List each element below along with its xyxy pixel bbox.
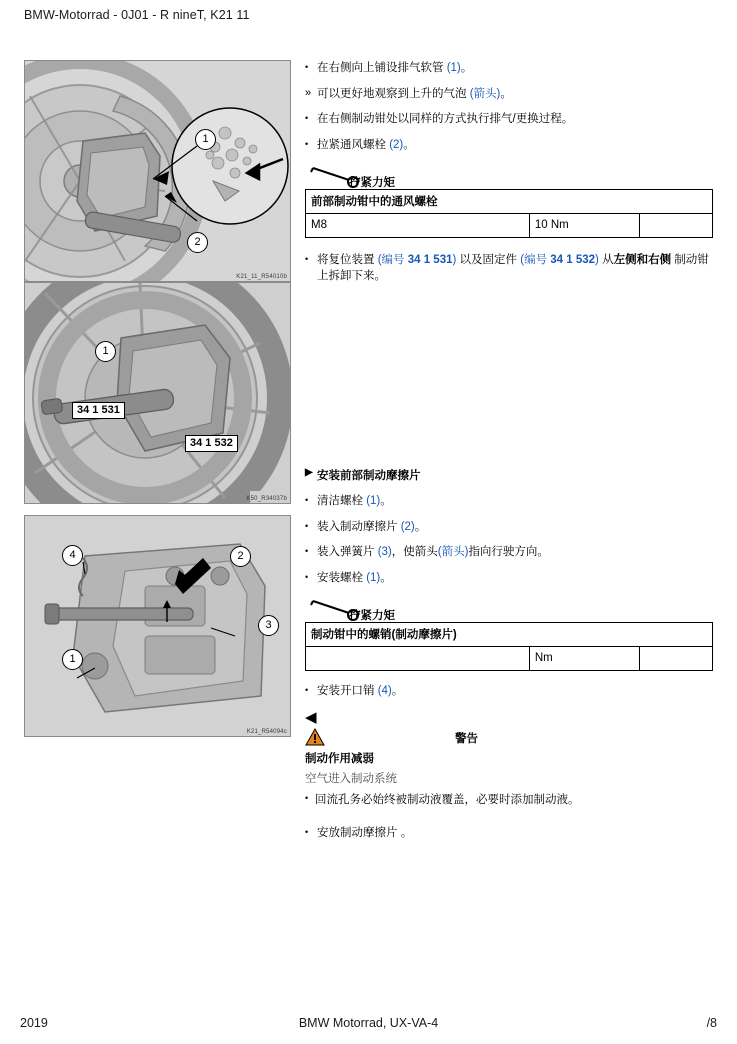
step-item <box>305 86 713 103</box>
step-ref: (2) <box>389 139 404 152</box>
callout-2: 2 <box>187 232 208 253</box>
removal-seg2: 以及固定件 <box>456 253 521 266</box>
bullet-dot-icon: • <box>305 572 309 583</box>
bullet-dot-icon: • <box>305 495 309 506</box>
step-ref: (3) <box>377 546 392 559</box>
step-text: 可以更好地观察到上升的气泡 <box>317 87 470 100</box>
step-text: 装入弹簧片 <box>317 546 378 559</box>
step-item <box>305 493 713 510</box>
step-text: 清洁螺栓 <box>317 495 367 508</box>
step-text: 在右侧向上铺设排气软管 <box>317 62 447 74</box>
torque-label: 拧紧力矩 <box>349 176 395 189</box>
removal-ref1-close: ) <box>452 253 457 266</box>
removal-seg3: 从 <box>598 253 614 266</box>
step-ref: (1) <box>446 62 461 74</box>
removal-seg4: 制动钳上拆卸下来。 <box>317 253 709 283</box>
step-item <box>305 519 713 536</box>
warning-subtitle: 空气进入制动系统 <box>305 773 397 786</box>
step-ref: (1) <box>366 572 381 585</box>
warning-word: 警告 <box>455 733 478 746</box>
bullet-dot-icon: • <box>305 684 309 695</box>
step-text: 安装螺栓 <box>317 572 367 585</box>
figure-1-caption: K21_11_R54010b <box>236 274 287 280</box>
torque-block-2 <box>305 596 713 671</box>
removal-ref1-number: 34 1 531 <box>407 253 453 266</box>
step-text-end: 指向行驶方向。 <box>468 546 549 559</box>
step-ref: (1) <box>366 495 381 508</box>
torque-cell-spec: M8 <box>306 213 530 237</box>
torque-header <box>305 163 713 189</box>
callout-1: 1 <box>62 649 83 670</box>
removal-ref2-close: ) <box>595 253 599 266</box>
figure-2-caption: K50_R34037b <box>246 496 287 502</box>
step-text-end: 。 <box>460 62 473 74</box>
bullet-dot-icon: • <box>305 793 309 804</box>
torque-table-2 <box>305 622 713 671</box>
torque-cell-extra <box>639 213 712 237</box>
warning-triangle-icon <box>305 728 325 746</box>
bullet-dot-icon: • <box>305 139 309 150</box>
removal-ref2-number: 34 1 532 <box>550 253 596 266</box>
page-title: BMW-Motorrad - 0J01 - R nineT, K21 11 <box>24 8 250 22</box>
torque-cell-value: Nm <box>529 646 639 670</box>
bullet-dot-icon: • <box>305 827 309 838</box>
torque-block-1 <box>305 163 713 238</box>
step-ref: (4) <box>377 684 392 697</box>
step-ref: (2) <box>400 520 415 533</box>
step-item <box>305 570 713 587</box>
callout-3: 3 <box>258 615 279 636</box>
footer-year: 2019 <box>20 1016 48 1030</box>
torque-cell-spec <box>306 646 530 670</box>
section-title: 安装前部制动摩擦片 <box>317 470 421 483</box>
footer-page-number: /8 <box>706 1016 717 1030</box>
warning-header <box>305 728 713 748</box>
figure-brake-pad-installation <box>24 515 291 737</box>
removal-ref2-open: (编号 <box>520 253 551 266</box>
page-footer <box>0 1016 737 1038</box>
bullet-dot-icon: • <box>305 113 309 124</box>
bullet-dot-icon: • <box>305 546 309 557</box>
warning-title: 制动作用减弱 <box>305 753 374 766</box>
figure-1-graphic <box>25 61 290 281</box>
callout-1: 1 <box>95 341 116 362</box>
torque-table-1 <box>305 189 713 238</box>
step-text-mid: ，使箭头 <box>391 546 438 559</box>
callout-2: 2 <box>230 546 251 567</box>
callout-1: 1 <box>195 129 216 150</box>
footer-center-text: BMW Motorrad, UX-VA-4 <box>298 1016 439 1030</box>
step-text-end: 。 <box>403 139 415 152</box>
torque-cell-value: 10 Nm <box>529 213 639 237</box>
figure-3-caption: K21_R54094c <box>246 729 287 735</box>
section-heading <box>305 467 713 483</box>
tag-34-1-532: 34 1 532 <box>185 435 238 452</box>
table-row <box>306 622 713 646</box>
table-row <box>306 213 713 237</box>
step-ref: (箭头) <box>469 87 501 100</box>
table-row <box>306 646 713 670</box>
step-item <box>305 137 713 154</box>
removal-step-item <box>305 252 713 285</box>
step-text: 拉紧通风螺栓 <box>317 139 390 152</box>
bullet-dot-icon: • <box>305 253 309 264</box>
bullet-dot-icon: • <box>305 520 309 531</box>
instruction-column <box>305 60 713 851</box>
step-text: 装入制动摩擦片 <box>317 520 401 533</box>
step-item <box>305 825 713 842</box>
step-item <box>305 683 713 700</box>
torque-cell-extra <box>639 646 712 670</box>
layout-spacer <box>305 299 713 467</box>
step-text-end: 。 <box>380 572 392 585</box>
tag-34-1-531: 34 1 531 <box>72 402 125 419</box>
warning-note <box>305 792 713 809</box>
step-text: 在右侧制动钳处以同样的方式执行排气/更换过程。 <box>317 113 574 126</box>
step-text-end: 。 <box>380 495 392 508</box>
step-text-end: 。 <box>414 520 427 533</box>
step-item <box>305 111 713 128</box>
back-arrow-icon: ◀ <box>305 709 317 727</box>
removal-ref1-open: (编号 <box>377 253 408 266</box>
step-ref-2: (箭头) <box>437 546 469 559</box>
figure-front-brake-caliper-bleeding <box>24 60 291 282</box>
step-text: 安装开口销 <box>317 684 378 697</box>
warning-note-text: 回流孔务必始终被制动液覆盖，必要时添加制动液。 <box>315 794 580 807</box>
removal-seg1: 将复位装置 <box>317 253 378 266</box>
torque-label: 拧紧力矩 <box>349 609 395 622</box>
triangle-right-icon: ▶ <box>305 467 313 479</box>
figure-2-graphic <box>25 283 290 503</box>
step-text: 安放制动摩擦片 。 <box>317 827 413 840</box>
torque-header <box>305 596 713 622</box>
step-text-end: 。 <box>500 87 512 100</box>
torque-title-cell: 制动钳中的螺销(制动摩擦片) <box>306 622 713 646</box>
step-item <box>305 60 713 77</box>
step-text-end: 。 <box>391 684 404 697</box>
figure-reset-device-removal <box>24 282 291 504</box>
table-row <box>306 189 713 213</box>
callout-4: 4 <box>62 545 83 566</box>
torque-title-cell: 前部制动钳中的通风螺栓 <box>306 189 713 213</box>
step-item <box>305 544 713 561</box>
bullet-dot-icon: • <box>305 62 309 72</box>
removal-bold: 左侧和右侧 <box>613 253 672 266</box>
double-chevron-icon: » <box>305 86 312 99</box>
